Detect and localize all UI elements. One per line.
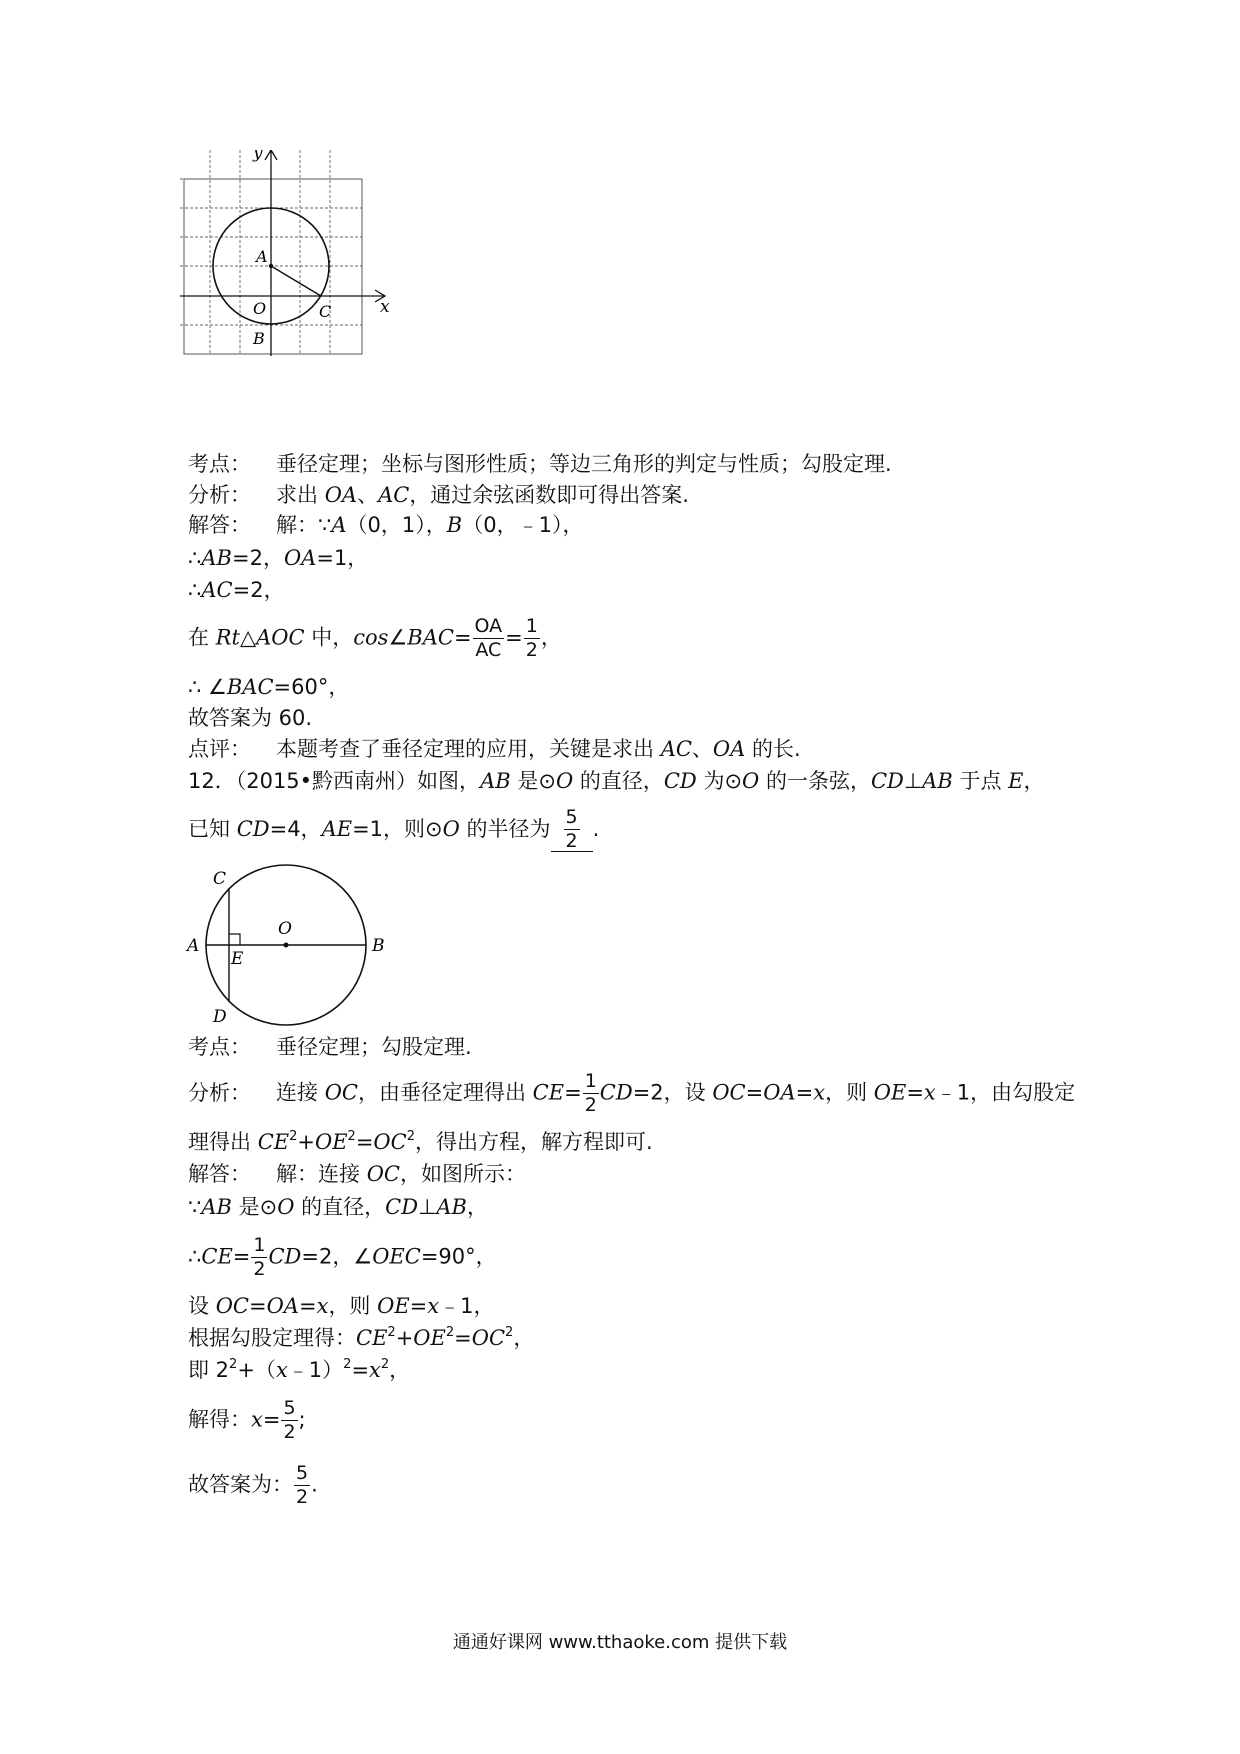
- answer-blank: $\frac{5}{2}$: [551, 808, 593, 852]
- q12-line1: 12．（2015•黔西南州）如图，AB 是⊙O 的直径，CD 为⊙O 的一条弦，CD⊥AB 于点 E，: [188, 769, 1045, 793]
- s1-line-ab: ∴AB=2，OA=1，: [188, 546, 369, 570]
- svg-text:E: E: [231, 949, 244, 969]
- s2-line-diameter: ∵AB 是⊙O 的直径，CD⊥AB，: [188, 1195, 488, 1219]
- s1-answer: 故答案为 60.: [188, 706, 313, 730]
- label-A: A: [256, 247, 268, 266]
- s1-kaodian: 考点： 垂径定理；坐标与图形性质；等边三角形的判定与性质；勾股定理.: [188, 452, 892, 476]
- label-x: x: [380, 297, 390, 317]
- label-B: B: [253, 329, 265, 348]
- s1-line-cos: 在 Rt△AOC 中，cos∠BAC= $\frac{OA}{AC}$ = $\frac{1}{2}$ ，: [188, 615, 562, 661]
- page-footer: 通通好课网 www.tthaoke.com 提供下载: [452, 1632, 788, 1653]
- label-O: O: [253, 299, 267, 318]
- label-C: C: [319, 302, 332, 321]
- s1-line-angle: ∴ ∠BAC=60°，: [188, 675, 350, 699]
- svg-text:B: B: [372, 936, 385, 956]
- s1-fenxi: 分析： 求出 OA、AC，通过余弦函数即可得出答案.: [188, 483, 689, 507]
- s2-fenxi-2: 理得出 $CE^2+OE^2=OC^2$，得出方程，解方程即可.: [188, 1129, 653, 1154]
- s2-line-ce: ∴CE= $\frac{1}{2}$ CD=2，∠OEC=90°，: [188, 1234, 497, 1280]
- s2-line-pythag: 根据勾股定理得：$CE^2+OE^2=OC^2$，: [188, 1325, 535, 1350]
- figure-coordinate-circle: [180, 150, 440, 400]
- s1-dianping: 点评： 本题考查了垂径定理的应用，关键是求出 AC、OA 的长.: [188, 737, 801, 761]
- label-y: y: [253, 150, 263, 163]
- s1-jieda: 解答： 解：∵A（0，1），B（0，﹣1），: [188, 513, 584, 537]
- fraction-oa-ac: $\frac{OA}{AC}$: [474, 615, 503, 661]
- figure-circle-chord: [185, 862, 395, 1032]
- s2-line-set: 设 OC=OA=x，则 OE=x﹣1，: [188, 1294, 495, 1318]
- s2-kaodian: 考点： 垂径定理；勾股定理.: [188, 1035, 472, 1059]
- segment-AC: [271, 266, 321, 296]
- q12-line2: 已知 CD=4，AE=1，则⊙O 的半径为 $\frac{5}{2}$ .: [188, 806, 600, 852]
- s2-line-equation: 即 $2^2+(x﹣1)^2=x^2$，: [188, 1357, 411, 1382]
- s2-jieda: 解答： 解：连接 OC，如图所示：: [188, 1162, 526, 1186]
- s1-line-ac: ∴AC=2，: [188, 578, 285, 602]
- svg-text:A: A: [187, 936, 200, 956]
- s2-line-solve: 解得：x= $\frac{5}{2}$ ;: [188, 1397, 306, 1443]
- right-angle-mark: [229, 934, 240, 945]
- s2-fenxi: 分析： 连接 OC，由垂径定理得出 CE= $\frac{1}{2}$ CD=2，设 OC=OA=x，则 OE=x﹣1，由勾股定: [188, 1070, 1076, 1116]
- s2-answer: 故答案为： $\frac{5}{2}$ .: [188, 1462, 318, 1508]
- svg-text:O: O: [278, 919, 292, 939]
- svg-text:C: C: [213, 869, 227, 889]
- svg-text:D: D: [213, 1007, 227, 1027]
- fraction-one-half: $\frac{1}{2}$: [525, 615, 538, 661]
